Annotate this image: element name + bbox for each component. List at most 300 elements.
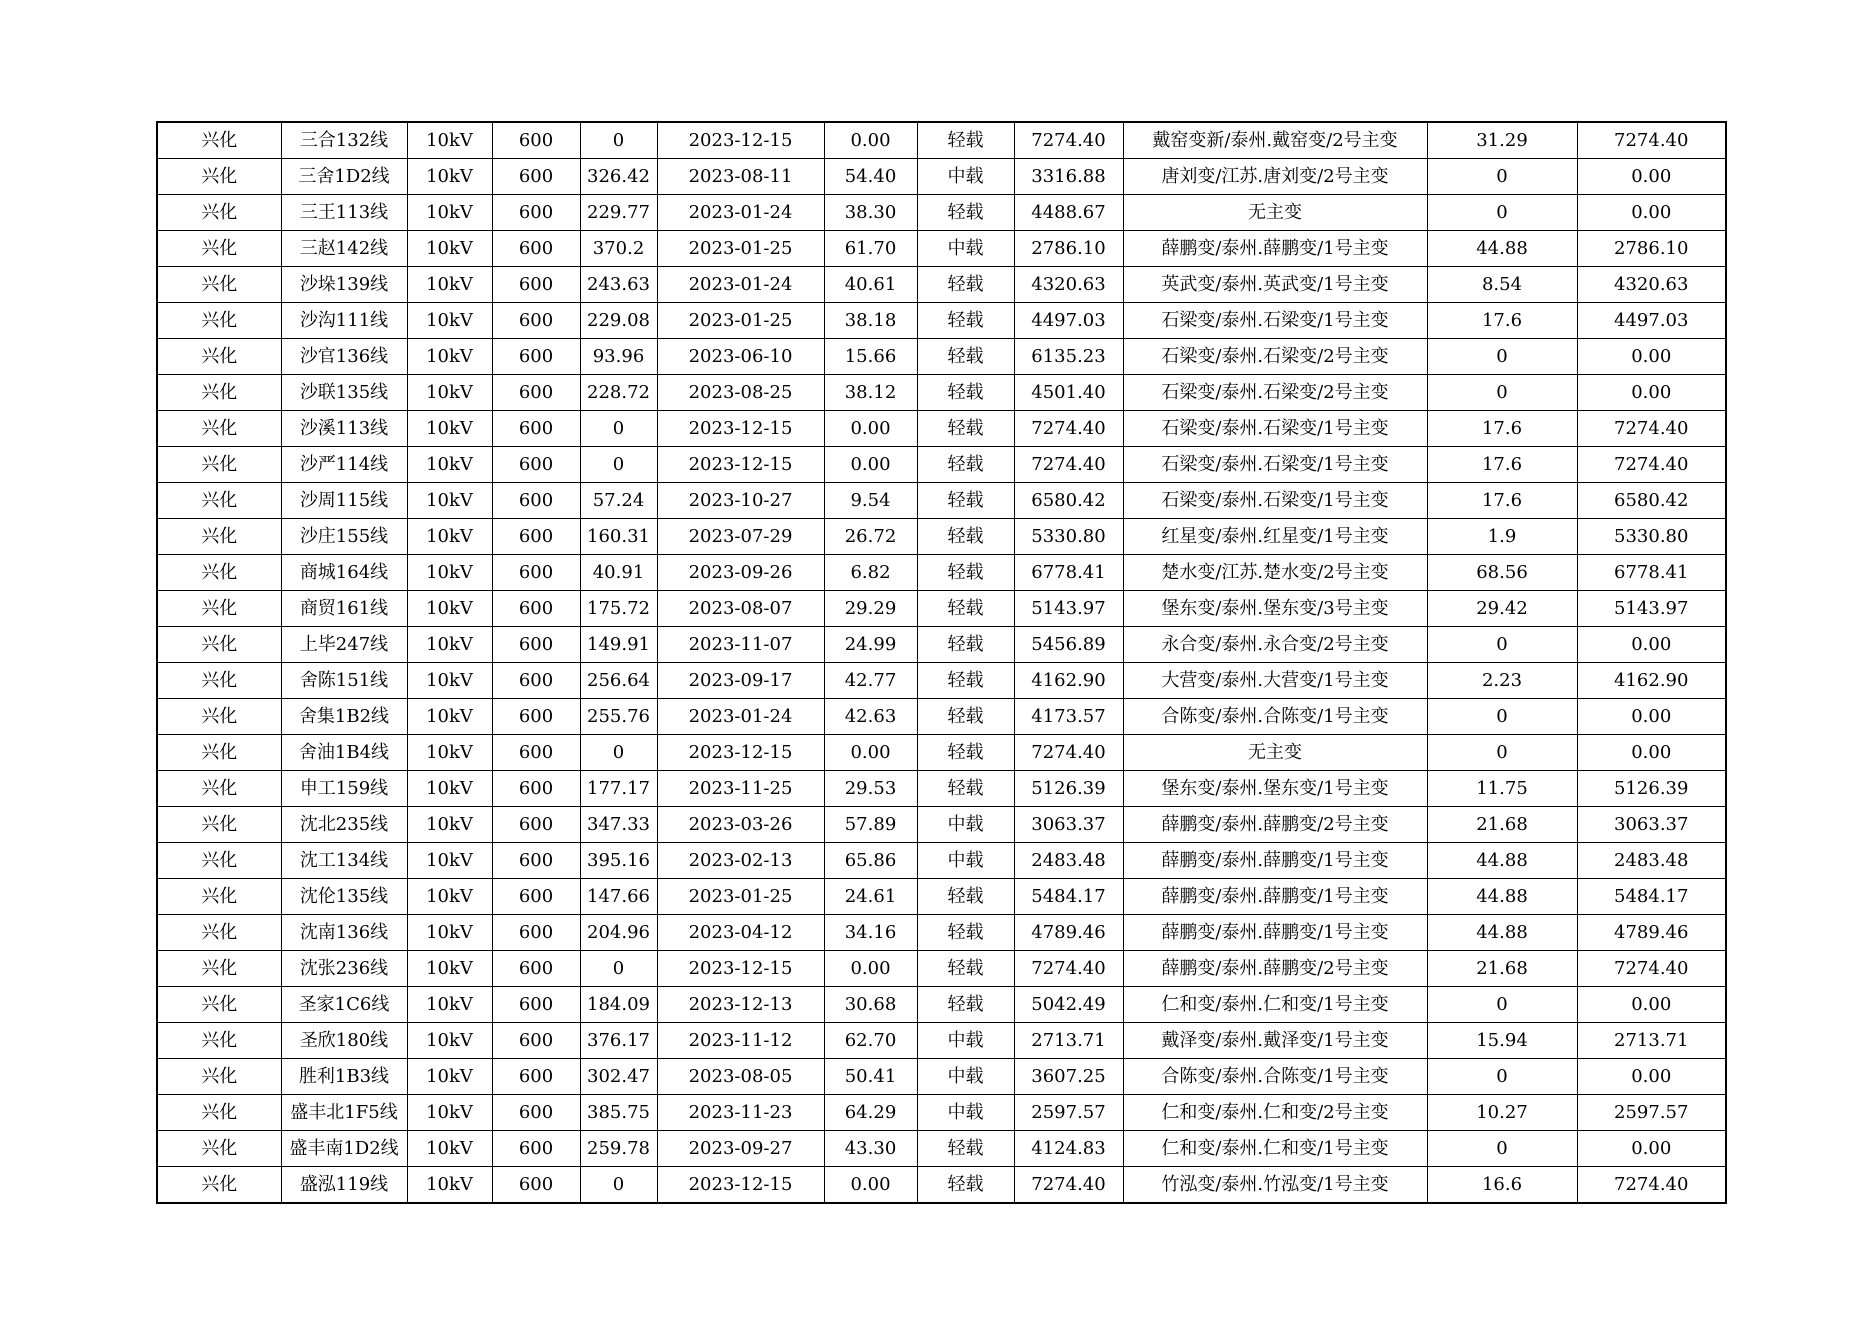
capacity-cell: 600 xyxy=(492,591,580,627)
capacity-cell: 600 xyxy=(492,771,580,807)
date-cell: 2023-08-07 xyxy=(657,591,824,627)
substation-transformer-cell: 仁和变/泰州.仁和变/1号主变 xyxy=(1123,1131,1427,1167)
date-cell: 2023-12-15 xyxy=(657,122,824,159)
load-status-cell: 轻载 xyxy=(917,483,1014,519)
table-row xyxy=(157,879,1726,915)
substation-transformer-cell: 石梁变/泰州.石梁变/1号主变 xyxy=(1123,483,1427,519)
voltage-cell: 10kV xyxy=(407,1023,492,1059)
available-capacity-cell: 5126.39 xyxy=(1014,771,1123,807)
transformer-value-cell: 31.29 xyxy=(1427,122,1577,159)
substation-transformer-cell: 英武变/泰州.英武变/1号主变 xyxy=(1123,267,1427,303)
table-row xyxy=(157,1059,1726,1095)
capacity-value-cell: 7274.40 xyxy=(1577,122,1726,159)
county-cell: 兴化 xyxy=(157,1059,281,1095)
date-cell: 2023-01-25 xyxy=(657,303,824,339)
line-name-cell: 沙官136线 xyxy=(281,339,407,375)
table-row xyxy=(157,807,1726,843)
capacity-value-cell: 5143.97 xyxy=(1577,591,1726,627)
max-load-cell: 93.96 xyxy=(580,339,657,375)
load-rate-cell: 64.29 xyxy=(824,1095,917,1131)
line-name-cell: 舍陈151线 xyxy=(281,663,407,699)
substation-transformer-cell: 薛鹏变/泰州.薛鹏变/1号主变 xyxy=(1123,843,1427,879)
voltage-cell: 10kV xyxy=(407,231,492,267)
county-cell: 兴化 xyxy=(157,1131,281,1167)
capacity-value-cell: 0.00 xyxy=(1577,195,1726,231)
date-cell: 2023-12-13 xyxy=(657,987,824,1023)
transformer-value-cell: 17.6 xyxy=(1427,447,1577,483)
substation-transformer-cell: 薛鹏变/泰州.薛鹏变/2号主变 xyxy=(1123,807,1427,843)
max-load-cell: 0 xyxy=(580,447,657,483)
county-cell: 兴化 xyxy=(157,879,281,915)
date-cell: 2023-01-24 xyxy=(657,195,824,231)
transformer-value-cell: 21.68 xyxy=(1427,807,1577,843)
date-cell: 2023-12-15 xyxy=(657,1167,824,1204)
date-cell: 2023-12-15 xyxy=(657,411,824,447)
date-cell: 2023-11-25 xyxy=(657,771,824,807)
line-name-cell: 舍油1B4线 xyxy=(281,735,407,771)
load-status-cell: 轻载 xyxy=(917,951,1014,987)
substation-transformer-cell: 石梁变/泰州.石梁变/1号主变 xyxy=(1123,447,1427,483)
capacity-value-cell: 2483.48 xyxy=(1577,843,1726,879)
capacity-cell: 600 xyxy=(492,555,580,591)
voltage-cell: 10kV xyxy=(407,735,492,771)
voltage-cell: 10kV xyxy=(407,843,492,879)
load-status-cell: 轻载 xyxy=(917,267,1014,303)
capacity-value-cell: 4789.46 xyxy=(1577,915,1726,951)
table-row xyxy=(157,303,1726,339)
available-capacity-cell: 5456.89 xyxy=(1014,627,1123,663)
capacity-cell: 600 xyxy=(492,843,580,879)
capacity-value-cell: 0.00 xyxy=(1577,339,1726,375)
voltage-cell: 10kV xyxy=(407,987,492,1023)
load-rate-cell: 42.77 xyxy=(824,663,917,699)
voltage-cell: 10kV xyxy=(407,303,492,339)
capacity-cell: 600 xyxy=(492,122,580,159)
available-capacity-cell: 2713.71 xyxy=(1014,1023,1123,1059)
capacity-cell: 600 xyxy=(492,699,580,735)
substation-transformer-cell: 薛鹏变/泰州.薛鹏变/1号主变 xyxy=(1123,915,1427,951)
substation-transformer-cell: 永合变/泰州.永合变/2号主变 xyxy=(1123,627,1427,663)
voltage-cell: 10kV xyxy=(407,159,492,195)
substation-transformer-cell: 仁和变/泰州.仁和变/2号主变 xyxy=(1123,1095,1427,1131)
load-rate-cell: 30.68 xyxy=(824,987,917,1023)
capacity-cell: 600 xyxy=(492,267,580,303)
substation-transformer-cell: 竹泓变/泰州.竹泓变/1号主变 xyxy=(1123,1167,1427,1204)
capacity-value-cell: 0.00 xyxy=(1577,627,1726,663)
county-cell: 兴化 xyxy=(157,375,281,411)
date-cell: 2023-12-15 xyxy=(657,447,824,483)
date-cell: 2023-09-26 xyxy=(657,555,824,591)
available-capacity-cell: 7274.40 xyxy=(1014,447,1123,483)
transformer-value-cell: 1.9 xyxy=(1427,519,1577,555)
substation-transformer-cell: 大营变/泰州.大营变/1号主变 xyxy=(1123,663,1427,699)
county-cell: 兴化 xyxy=(157,483,281,519)
max-load-cell: 255.76 xyxy=(580,699,657,735)
line-name-cell: 三合132线 xyxy=(281,122,407,159)
voltage-cell: 10kV xyxy=(407,483,492,519)
available-capacity-cell: 5143.97 xyxy=(1014,591,1123,627)
substation-transformer-cell: 戴窑变新/泰州.戴窑变/2号主变 xyxy=(1123,122,1427,159)
capacity-value-cell: 2597.57 xyxy=(1577,1095,1726,1131)
line-name-cell: 沙严114线 xyxy=(281,447,407,483)
substation-transformer-cell: 合陈变/泰州.合陈变/1号主变 xyxy=(1123,1059,1427,1095)
transformer-value-cell: 0 xyxy=(1427,195,1577,231)
capacity-value-cell: 5484.17 xyxy=(1577,879,1726,915)
table-row xyxy=(157,771,1726,807)
voltage-cell: 10kV xyxy=(407,195,492,231)
substation-transformer-cell: 无主变 xyxy=(1123,735,1427,771)
voltage-cell: 10kV xyxy=(407,1167,492,1204)
max-load-cell: 256.64 xyxy=(580,663,657,699)
max-load-cell: 395.16 xyxy=(580,843,657,879)
transformer-value-cell: 11.75 xyxy=(1427,771,1577,807)
load-status-cell: 轻载 xyxy=(917,771,1014,807)
transformer-value-cell: 0 xyxy=(1427,987,1577,1023)
table-row xyxy=(157,627,1726,663)
capacity-value-cell: 5126.39 xyxy=(1577,771,1726,807)
line-name-cell: 沙庄155线 xyxy=(281,519,407,555)
voltage-cell: 10kV xyxy=(407,1131,492,1167)
table-row xyxy=(157,195,1726,231)
county-cell: 兴化 xyxy=(157,771,281,807)
available-capacity-cell: 3607.25 xyxy=(1014,1059,1123,1095)
capacity-cell: 600 xyxy=(492,375,580,411)
substation-transformer-cell: 堡东变/泰州.堡东变/3号主变 xyxy=(1123,591,1427,627)
max-load-cell: 259.78 xyxy=(580,1131,657,1167)
transformer-value-cell: 2.23 xyxy=(1427,663,1577,699)
load-status-cell: 中载 xyxy=(917,159,1014,195)
available-capacity-cell: 4162.90 xyxy=(1014,663,1123,699)
line-name-cell: 沙溪113线 xyxy=(281,411,407,447)
line-name-cell: 三王113线 xyxy=(281,195,407,231)
capacity-value-cell: 2786.10 xyxy=(1577,231,1726,267)
transformer-value-cell: 44.88 xyxy=(1427,879,1577,915)
table-row xyxy=(157,339,1726,375)
available-capacity-cell: 4501.40 xyxy=(1014,375,1123,411)
substation-transformer-cell: 红星变/泰州.红星变/1号主变 xyxy=(1123,519,1427,555)
load-status-cell: 中载 xyxy=(917,807,1014,843)
county-cell: 兴化 xyxy=(157,1095,281,1131)
capacity-cell: 600 xyxy=(492,231,580,267)
county-cell: 兴化 xyxy=(157,411,281,447)
table-row xyxy=(157,1023,1726,1059)
substation-transformer-cell: 石梁变/泰州.石梁变/1号主变 xyxy=(1123,411,1427,447)
transformer-value-cell: 17.6 xyxy=(1427,303,1577,339)
voltage-cell: 10kV xyxy=(407,519,492,555)
table-row xyxy=(157,1131,1726,1167)
line-name-cell: 胜利1B3线 xyxy=(281,1059,407,1095)
substation-transformer-cell: 楚水变/江苏.楚水变/2号主变 xyxy=(1123,555,1427,591)
max-load-cell: 57.24 xyxy=(580,483,657,519)
capacity-value-cell: 7274.40 xyxy=(1577,447,1726,483)
capacity-cell: 600 xyxy=(492,1131,580,1167)
voltage-cell: 10kV xyxy=(407,555,492,591)
county-cell: 兴化 xyxy=(157,447,281,483)
table-row xyxy=(157,1167,1726,1204)
available-capacity-cell: 7274.40 xyxy=(1014,735,1123,771)
load-status-cell: 轻载 xyxy=(917,519,1014,555)
feeder-load-table xyxy=(156,121,1727,1204)
load-rate-cell: 42.63 xyxy=(824,699,917,735)
date-cell: 2023-03-26 xyxy=(657,807,824,843)
available-capacity-cell: 3316.88 xyxy=(1014,159,1123,195)
capacity-value-cell: 0.00 xyxy=(1577,735,1726,771)
county-cell: 兴化 xyxy=(157,1167,281,1204)
max-load-cell: 326.42 xyxy=(580,159,657,195)
date-cell: 2023-06-10 xyxy=(657,339,824,375)
table-row xyxy=(157,735,1726,771)
load-status-cell: 中载 xyxy=(917,1059,1014,1095)
transformer-value-cell: 21.68 xyxy=(1427,951,1577,987)
load-status-cell: 轻载 xyxy=(917,195,1014,231)
capacity-value-cell: 7274.40 xyxy=(1577,1167,1726,1204)
capacity-cell: 600 xyxy=(492,915,580,951)
capacity-cell: 600 xyxy=(492,303,580,339)
date-cell: 2023-12-15 xyxy=(657,735,824,771)
load-rate-cell: 38.18 xyxy=(824,303,917,339)
max-load-cell: 160.31 xyxy=(580,519,657,555)
load-status-cell: 轻载 xyxy=(917,1131,1014,1167)
line-name-cell: 沈工134线 xyxy=(281,843,407,879)
voltage-cell: 10kV xyxy=(407,951,492,987)
county-cell: 兴化 xyxy=(157,195,281,231)
available-capacity-cell: 4488.67 xyxy=(1014,195,1123,231)
load-status-cell: 中载 xyxy=(917,1023,1014,1059)
voltage-cell: 10kV xyxy=(407,122,492,159)
load-rate-cell: 24.99 xyxy=(824,627,917,663)
max-load-cell: 149.91 xyxy=(580,627,657,663)
load-status-cell: 轻载 xyxy=(917,447,1014,483)
capacity-value-cell: 5330.80 xyxy=(1577,519,1726,555)
capacity-value-cell: 7274.40 xyxy=(1577,411,1726,447)
capacity-value-cell: 0.00 xyxy=(1577,1059,1726,1095)
max-load-cell: 0 xyxy=(580,735,657,771)
available-capacity-cell: 6580.42 xyxy=(1014,483,1123,519)
max-load-cell: 0 xyxy=(580,951,657,987)
line-name-cell: 舍集1B2线 xyxy=(281,699,407,735)
substation-transformer-cell: 石梁变/泰州.石梁变/2号主变 xyxy=(1123,339,1427,375)
date-cell: 2023-11-07 xyxy=(657,627,824,663)
max-load-cell: 0 xyxy=(580,411,657,447)
capacity-cell: 600 xyxy=(492,951,580,987)
load-status-cell: 轻载 xyxy=(917,303,1014,339)
date-cell: 2023-07-29 xyxy=(657,519,824,555)
available-capacity-cell: 4124.83 xyxy=(1014,1131,1123,1167)
max-load-cell: 184.09 xyxy=(580,987,657,1023)
capacity-value-cell: 4320.63 xyxy=(1577,267,1726,303)
county-cell: 兴化 xyxy=(157,699,281,735)
voltage-cell: 10kV xyxy=(407,267,492,303)
county-cell: 兴化 xyxy=(157,1023,281,1059)
county-cell: 兴化 xyxy=(157,807,281,843)
available-capacity-cell: 5042.49 xyxy=(1014,987,1123,1023)
max-load-cell: 385.75 xyxy=(580,1095,657,1131)
table-row xyxy=(157,843,1726,879)
max-load-cell: 175.72 xyxy=(580,591,657,627)
load-rate-cell: 0.00 xyxy=(824,411,917,447)
load-status-cell: 轻载 xyxy=(917,555,1014,591)
capacity-cell: 600 xyxy=(492,159,580,195)
max-load-cell: 0 xyxy=(580,1167,657,1204)
capacity-cell: 600 xyxy=(492,735,580,771)
load-rate-cell: 0.00 xyxy=(824,122,917,159)
table-row xyxy=(157,483,1726,519)
voltage-cell: 10kV xyxy=(407,1059,492,1095)
table-row xyxy=(157,591,1726,627)
table-row xyxy=(157,411,1726,447)
max-load-cell: 370.2 xyxy=(580,231,657,267)
substation-transformer-cell: 薛鹏变/泰州.薛鹏变/1号主变 xyxy=(1123,231,1427,267)
line-name-cell: 沙垛139线 xyxy=(281,267,407,303)
substation-transformer-cell: 唐刘变/江苏.唐刘变/2号主变 xyxy=(1123,159,1427,195)
capacity-value-cell: 0.00 xyxy=(1577,375,1726,411)
capacity-cell: 600 xyxy=(492,447,580,483)
load-rate-cell: 29.53 xyxy=(824,771,917,807)
county-cell: 兴化 xyxy=(157,735,281,771)
transformer-value-cell: 15.94 xyxy=(1427,1023,1577,1059)
line-name-cell: 沈伦135线 xyxy=(281,879,407,915)
county-cell: 兴化 xyxy=(157,627,281,663)
date-cell: 2023-08-25 xyxy=(657,375,824,411)
voltage-cell: 10kV xyxy=(407,411,492,447)
date-cell: 2023-09-27 xyxy=(657,1131,824,1167)
max-load-cell: 40.91 xyxy=(580,555,657,591)
transformer-value-cell: 0 xyxy=(1427,699,1577,735)
load-status-cell: 轻载 xyxy=(917,663,1014,699)
substation-transformer-cell: 无主变 xyxy=(1123,195,1427,231)
voltage-cell: 10kV xyxy=(407,771,492,807)
available-capacity-cell: 2597.57 xyxy=(1014,1095,1123,1131)
available-capacity-cell: 2786.10 xyxy=(1014,231,1123,267)
load-rate-cell: 34.16 xyxy=(824,915,917,951)
table-row xyxy=(157,699,1726,735)
line-name-cell: 三赵142线 xyxy=(281,231,407,267)
table-row xyxy=(157,915,1726,951)
table-row xyxy=(157,951,1726,987)
line-name-cell: 商城164线 xyxy=(281,555,407,591)
load-rate-cell: 57.89 xyxy=(824,807,917,843)
line-name-cell: 三舍1D2线 xyxy=(281,159,407,195)
load-rate-cell: 54.40 xyxy=(824,159,917,195)
date-cell: 2023-11-12 xyxy=(657,1023,824,1059)
transformer-value-cell: 8.54 xyxy=(1427,267,1577,303)
date-cell: 2023-01-24 xyxy=(657,267,824,303)
transformer-value-cell: 0 xyxy=(1427,375,1577,411)
date-cell: 2023-12-15 xyxy=(657,951,824,987)
county-cell: 兴化 xyxy=(157,122,281,159)
date-cell: 2023-09-17 xyxy=(657,663,824,699)
load-rate-cell: 0.00 xyxy=(824,951,917,987)
table-row xyxy=(157,375,1726,411)
capacity-cell: 600 xyxy=(492,663,580,699)
load-status-cell: 轻载 xyxy=(917,915,1014,951)
voltage-cell: 10kV xyxy=(407,663,492,699)
county-cell: 兴化 xyxy=(157,339,281,375)
capacity-value-cell: 4162.90 xyxy=(1577,663,1726,699)
max-load-cell: 204.96 xyxy=(580,915,657,951)
date-cell: 2023-01-24 xyxy=(657,699,824,735)
transformer-value-cell: 0 xyxy=(1427,1059,1577,1095)
capacity-cell: 600 xyxy=(492,519,580,555)
load-rate-cell: 26.72 xyxy=(824,519,917,555)
line-name-cell: 沙周115线 xyxy=(281,483,407,519)
line-name-cell: 沙联135线 xyxy=(281,375,407,411)
voltage-cell: 10kV xyxy=(407,627,492,663)
capacity-value-cell: 0.00 xyxy=(1577,987,1726,1023)
voltage-cell: 10kV xyxy=(407,447,492,483)
date-cell: 2023-02-13 xyxy=(657,843,824,879)
load-rate-cell: 38.12 xyxy=(824,375,917,411)
line-name-cell: 圣欣180线 xyxy=(281,1023,407,1059)
transformer-value-cell: 68.56 xyxy=(1427,555,1577,591)
transformer-value-cell: 44.88 xyxy=(1427,843,1577,879)
transformer-value-cell: 17.6 xyxy=(1427,411,1577,447)
transformer-value-cell: 0 xyxy=(1427,159,1577,195)
capacity-value-cell: 6580.42 xyxy=(1577,483,1726,519)
line-name-cell: 沙沟111线 xyxy=(281,303,407,339)
county-cell: 兴化 xyxy=(157,915,281,951)
capacity-value-cell: 7274.40 xyxy=(1577,951,1726,987)
capacity-cell: 600 xyxy=(492,195,580,231)
date-cell: 2023-01-25 xyxy=(657,879,824,915)
available-capacity-cell: 5330.80 xyxy=(1014,519,1123,555)
available-capacity-cell: 5484.17 xyxy=(1014,879,1123,915)
load-status-cell: 中载 xyxy=(917,843,1014,879)
capacity-cell: 600 xyxy=(492,1167,580,1204)
capacity-cell: 600 xyxy=(492,339,580,375)
substation-transformer-cell: 石梁变/泰州.石梁变/2号主变 xyxy=(1123,375,1427,411)
substation-transformer-cell: 石梁变/泰州.石梁变/1号主变 xyxy=(1123,303,1427,339)
capacity-value-cell: 0.00 xyxy=(1577,699,1726,735)
voltage-cell: 10kV xyxy=(407,375,492,411)
load-status-cell: 轻载 xyxy=(917,699,1014,735)
capacity-cell: 600 xyxy=(492,1023,580,1059)
capacity-cell: 600 xyxy=(492,411,580,447)
date-cell: 2023-04-12 xyxy=(657,915,824,951)
load-rate-cell: 6.82 xyxy=(824,555,917,591)
max-load-cell: 376.17 xyxy=(580,1023,657,1059)
table-row xyxy=(157,663,1726,699)
load-status-cell: 轻载 xyxy=(917,591,1014,627)
voltage-cell: 10kV xyxy=(407,591,492,627)
max-load-cell: 229.77 xyxy=(580,195,657,231)
capacity-cell: 600 xyxy=(492,1059,580,1095)
available-capacity-cell: 4497.03 xyxy=(1014,303,1123,339)
line-name-cell: 圣家1C6线 xyxy=(281,987,407,1023)
load-rate-cell: 15.66 xyxy=(824,339,917,375)
county-cell: 兴化 xyxy=(157,159,281,195)
county-cell: 兴化 xyxy=(157,987,281,1023)
load-rate-cell: 0.00 xyxy=(824,735,917,771)
table-row xyxy=(157,447,1726,483)
capacity-cell: 600 xyxy=(492,879,580,915)
table-row xyxy=(157,987,1726,1023)
load-status-cell: 轻载 xyxy=(917,627,1014,663)
county-cell: 兴化 xyxy=(157,951,281,987)
table-row xyxy=(157,1095,1726,1131)
transformer-value-cell: 16.6 xyxy=(1427,1167,1577,1204)
line-name-cell: 沈北235线 xyxy=(281,807,407,843)
capacity-cell: 600 xyxy=(492,987,580,1023)
available-capacity-cell: 3063.37 xyxy=(1014,807,1123,843)
load-status-cell: 中载 xyxy=(917,1095,1014,1131)
substation-transformer-cell: 堡东变/泰州.堡东变/1号主变 xyxy=(1123,771,1427,807)
load-rate-cell: 65.86 xyxy=(824,843,917,879)
load-status-cell: 轻载 xyxy=(917,735,1014,771)
county-cell: 兴化 xyxy=(157,231,281,267)
max-load-cell: 347.33 xyxy=(580,807,657,843)
max-load-cell: 0 xyxy=(580,122,657,159)
